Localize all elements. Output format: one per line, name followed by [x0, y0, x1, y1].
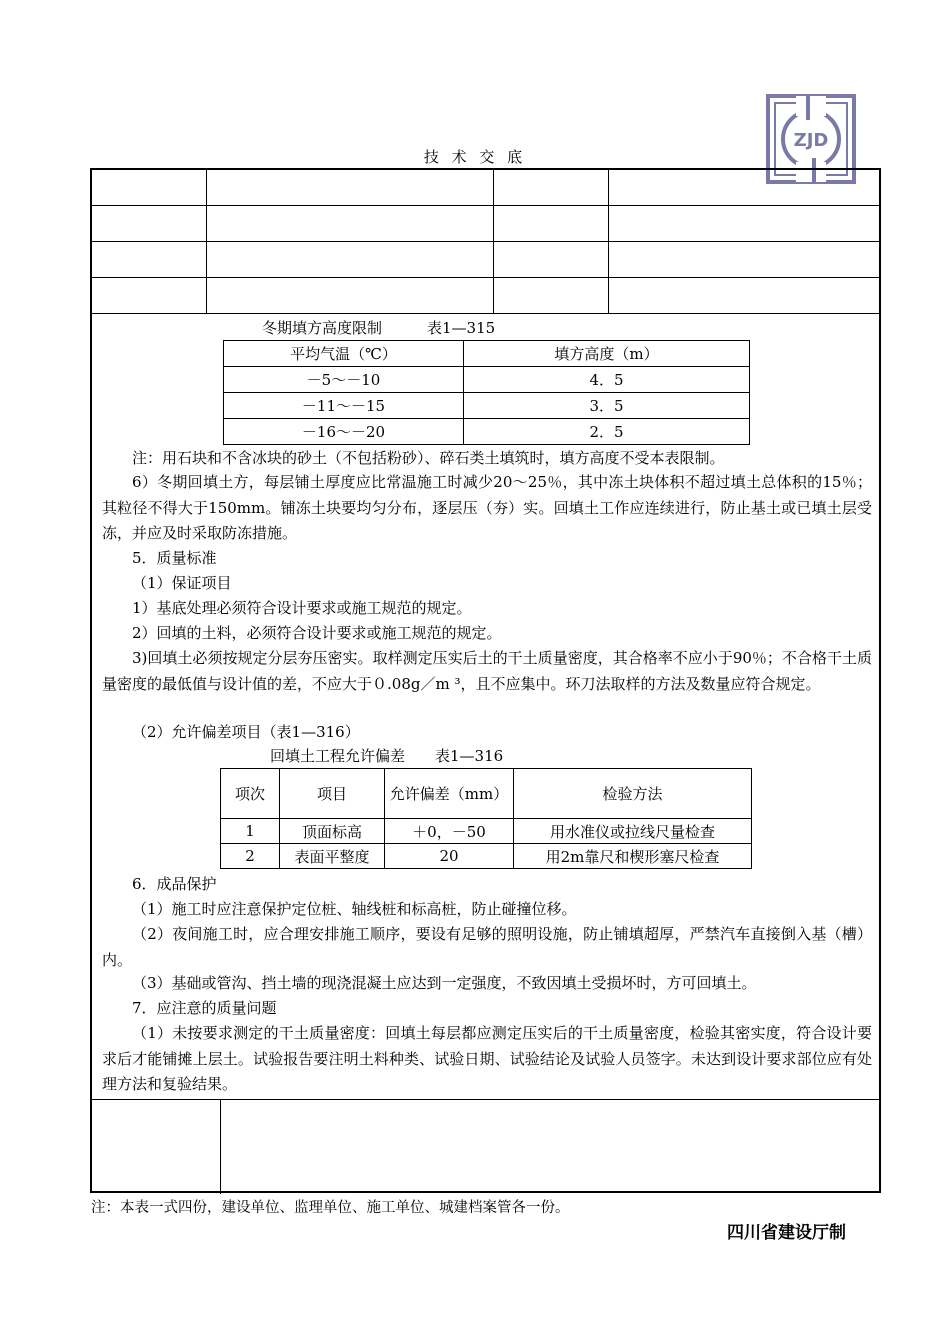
- table-cell: 1: [221, 819, 280, 844]
- issuing-organization: 四川省建设厅制: [727, 1223, 846, 1243]
- note-paragraph: 注：用石块和不含冰块的砂土（不包括粉砂）、碎石类土填筑时，填方高度不受本表限制。: [132, 449, 725, 467]
- table-1-316: [220, 768, 752, 869]
- disclosure-form: [90, 168, 881, 1193]
- section-heading: 5．质量标准: [132, 549, 217, 567]
- table2-caption: 回填土工程允许偏差 表1—316: [270, 747, 504, 765]
- header-cell: [92, 242, 207, 278]
- paragraph: 6）冬期回填土方，每层铺土厚度应比常温施工时减少20～25％，其中冻土块体积不超过填土总体积的15％；其粒径不得大于150mm。铺冻土块要均匀分布，逐层压（夯）实。回填土工作应连续进行，防止基土或已填土层受冻，并应及时采取防冻措施。: [102, 473, 872, 542]
- table-cell: 用水准仪或拉线尺量检查: [514, 819, 752, 844]
- header-cell: [494, 170, 609, 206]
- table-cell: 2: [221, 844, 280, 869]
- paragraph: 1）基底处理必须符合设计要求或施工规范的规定。: [132, 599, 472, 617]
- header-cell: [207, 170, 494, 206]
- table-cell: －16～－20: [224, 419, 464, 445]
- signature-section: [92, 1099, 879, 1194]
- document-title: 技 术 交 底: [423, 148, 527, 166]
- header-cell: [609, 206, 880, 242]
- header-cell: [92, 278, 207, 314]
- header-cell: [494, 206, 609, 242]
- paragraph: （1）施工时应注意保护定位桩、轴线桩和标高桩，防止碰撞位移。: [132, 900, 577, 918]
- table-cell: 用2m靠尺和楔形塞尺检查: [514, 844, 752, 869]
- paragraph: （3）基础或管沟、挡土墙的现浇混凝土应达到一定强度，不致因填土受损坏时，方可回填土。: [132, 974, 757, 992]
- paragraph: 2）回填的土料，必须符合设计要求或施工规范的规定。: [132, 624, 502, 642]
- table-cell: 3．5: [464, 393, 750, 419]
- header-cell: [207, 278, 494, 314]
- header-cell: [92, 170, 207, 206]
- signature-divider: [220, 1100, 221, 1194]
- header-cell: [609, 170, 880, 206]
- section-heading: 7．应注意的质量问题: [132, 999, 277, 1017]
- table-cell: 4．5: [464, 367, 750, 393]
- table-cell: 2．5: [464, 419, 750, 445]
- table-cell: ＋0，－50: [385, 819, 514, 844]
- table-header: 填方高度（m）: [464, 341, 750, 367]
- header-cell: [207, 206, 494, 242]
- paragraph: （2）夜间施工时，应合理安排施工顺序，要设有足够的照明设施，防止铺填超厚，严禁汽车直接倒入基（槽）内。: [102, 925, 872, 969]
- section-heading: 6．成品保护: [132, 875, 217, 893]
- table-header: 允许偏差（mm）: [385, 769, 514, 819]
- sub-heading: （1）保证项目: [132, 574, 232, 592]
- header-cell: [92, 206, 207, 242]
- header-cell: [609, 242, 880, 278]
- header-grid: [92, 170, 879, 314]
- table1-caption: 冬期填方高度限制 表1—315: [262, 319, 496, 337]
- table-header: 项目: [280, 769, 385, 819]
- header-cell: [494, 278, 609, 314]
- paragraph: 3)回填土必须按规定分层夯压密实。取样测定压实后土的干土质量密度，其合格率不应小于90％；不合格干土质量密度的最低值与设计值的差，不应大于０.08g／m ³，且不应集中。环刀法取样的方法及数量应符合规定。: [102, 649, 872, 693]
- table-cell: 表面平整度: [280, 844, 385, 869]
- table-1-315: [223, 340, 750, 445]
- table-header: 项次: [221, 769, 280, 819]
- table-cell: －11～－15: [224, 393, 464, 419]
- table-header: 平均气温（℃）: [224, 341, 464, 367]
- footer-note: 注：本表一式四份，建设单位、监理单位、施工单位、城建档案管各一份。: [91, 1200, 570, 1216]
- table-cell: －5～－10: [224, 367, 464, 393]
- header-cell: [609, 278, 880, 314]
- table-cell: 顶面标高: [280, 819, 385, 844]
- header-cell: [494, 242, 609, 278]
- table-header: 检验方法: [514, 769, 752, 819]
- table-cell: 20: [385, 844, 514, 869]
- sub-heading: （2）允许偏差项目（表1—316）: [132, 723, 360, 741]
- header-cell: [207, 242, 494, 278]
- paragraph: （1）未按要求测定的干土质量密度：回填土每层都应测定压实后的干土质量密度，检验其密实度，符合设计要求后才能铺摊上层土。试验报告要注明土料种类、试验日期、试验结论及试验人员签字。未达到设计要求部位应有处理方法和复验结果。: [102, 1024, 872, 1093]
- svg-text:ZJD: ZJD: [793, 130, 829, 151]
